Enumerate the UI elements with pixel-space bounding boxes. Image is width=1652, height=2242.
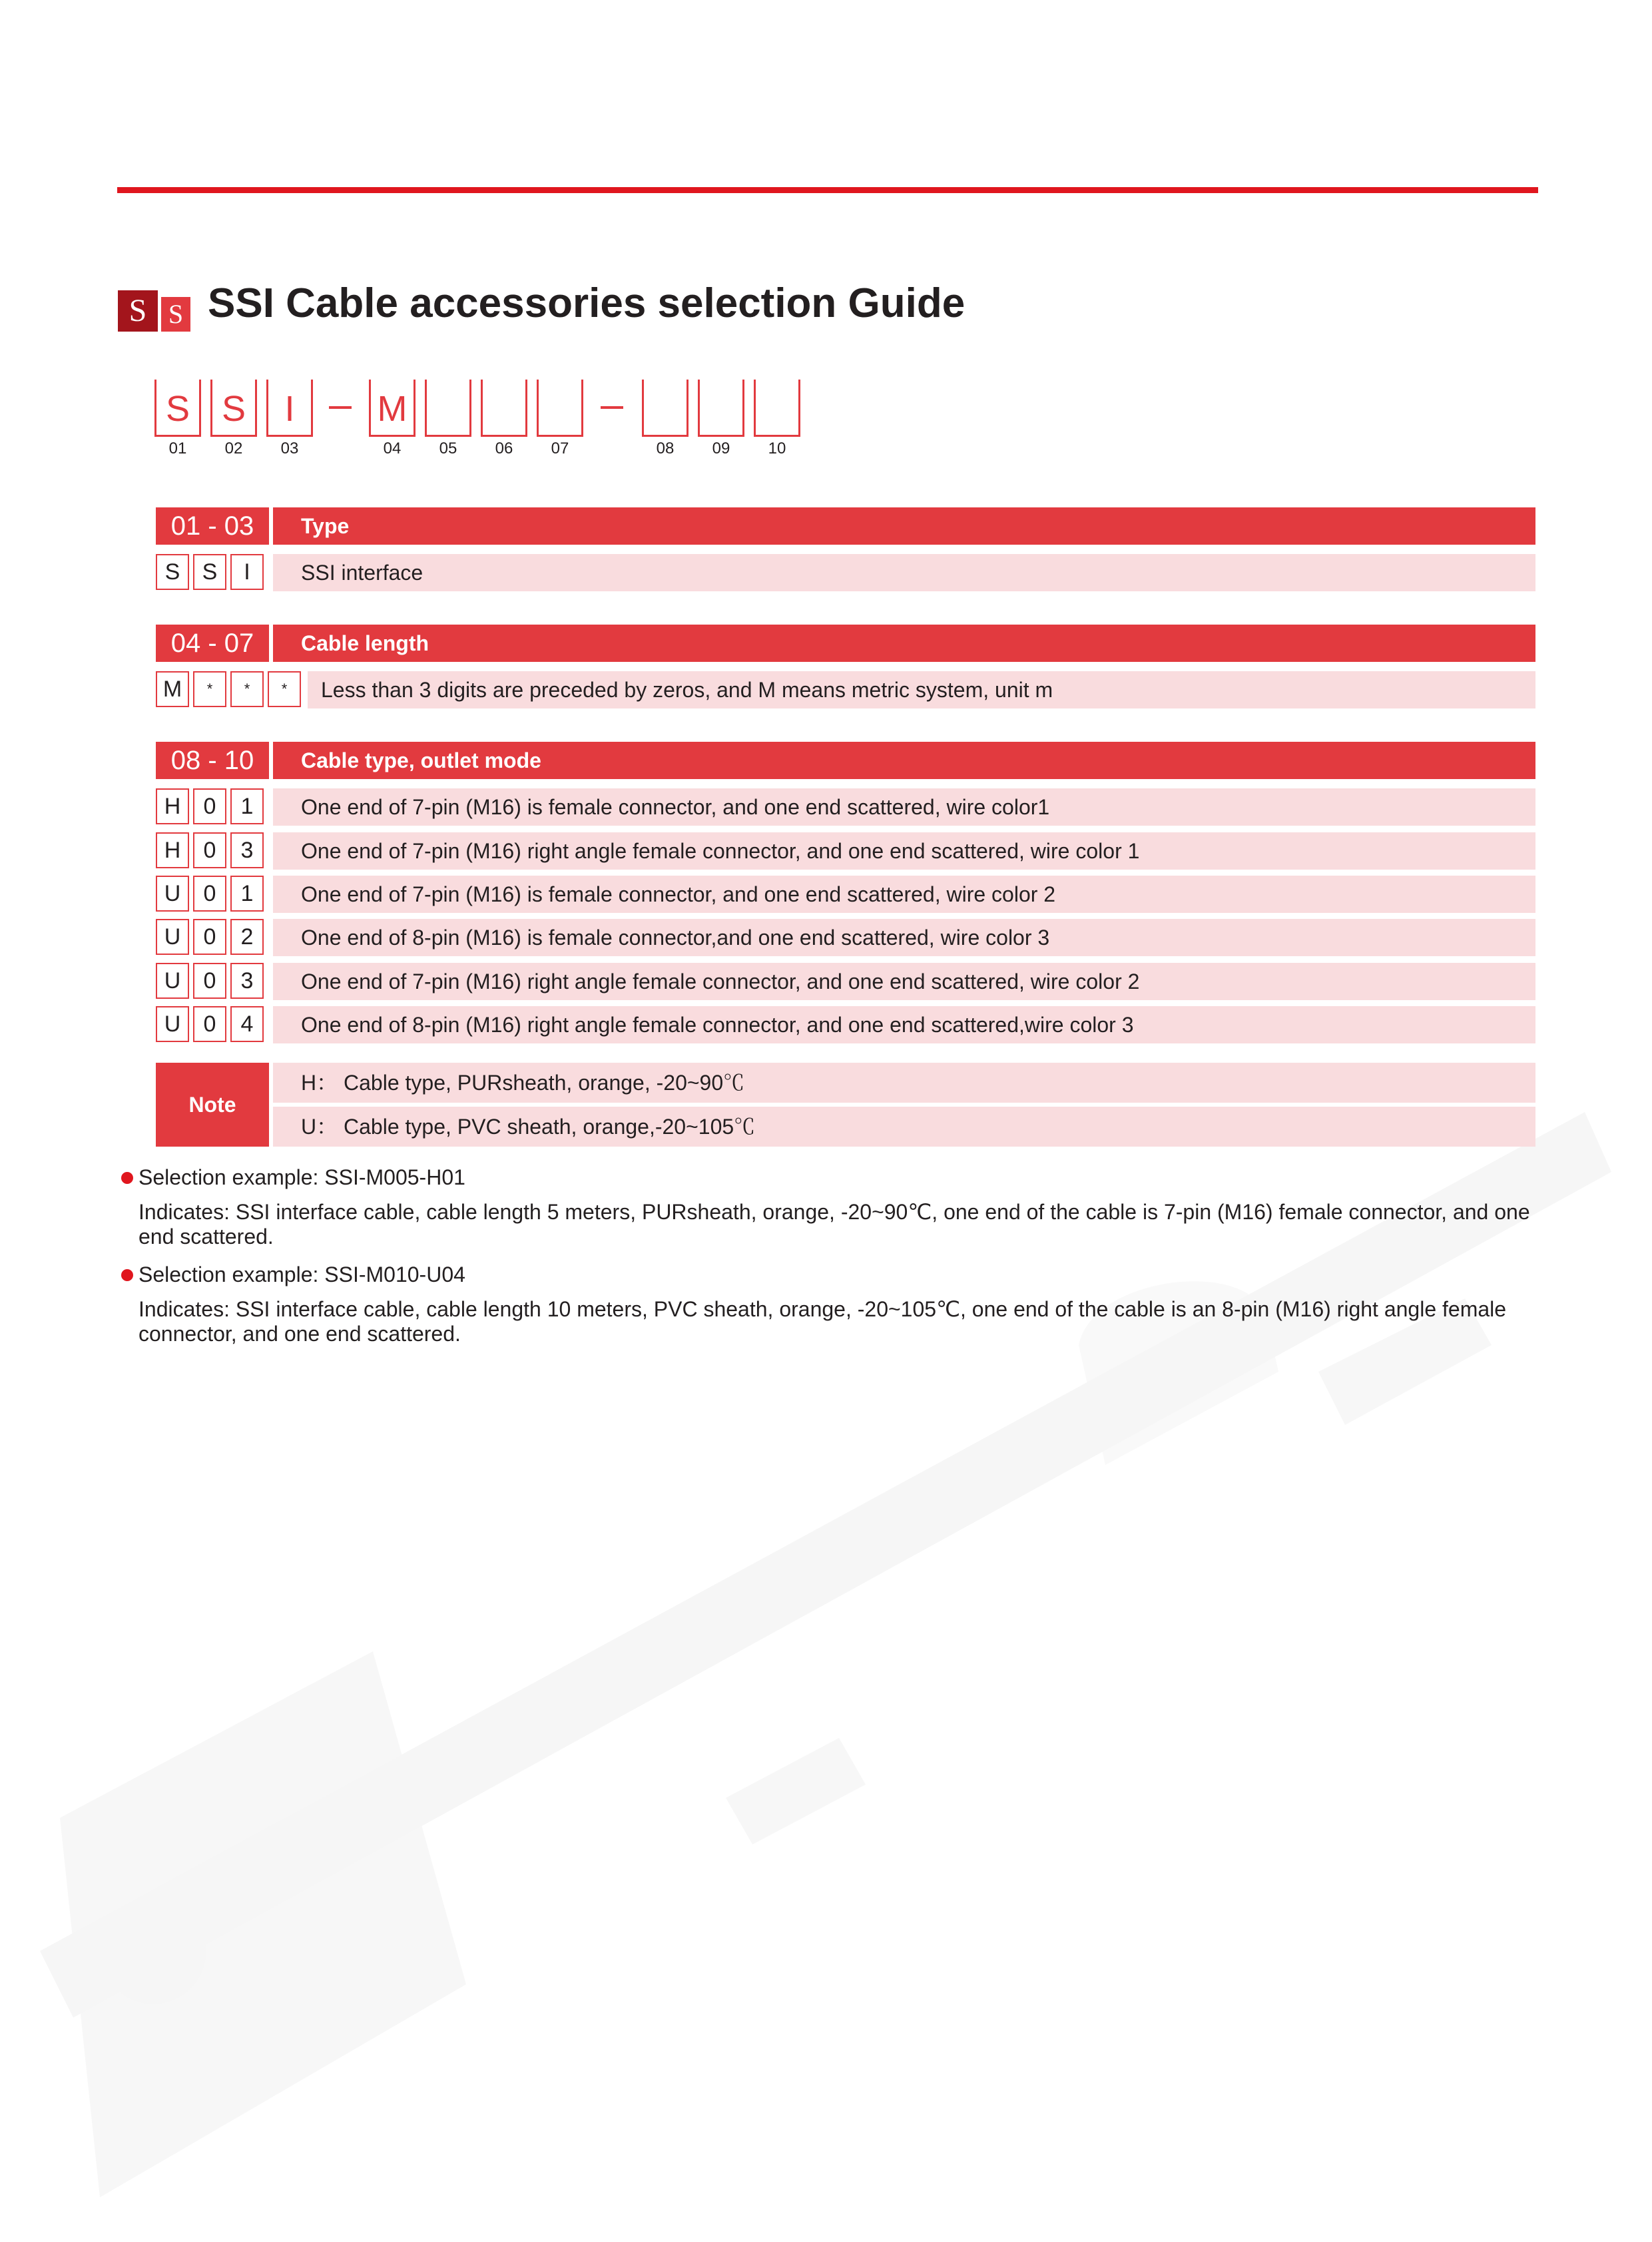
code-box: M — [156, 671, 189, 707]
code-number: 04 — [383, 439, 402, 457]
code-number: 05 — [439, 439, 457, 457]
code-number: 08 — [656, 439, 675, 457]
code-cell-03: I — [266, 380, 313, 437]
code-number: 09 — [712, 439, 730, 457]
note-band — [273, 1063, 1535, 1103]
example-title: Selection example: SSI-M005-H01 — [138, 1165, 465, 1189]
section-heading: Cable length — [301, 631, 429, 655]
note-line-u: U： Cable type, PVC sheath, orange,-20~105℃ — [301, 1115, 756, 1139]
example-text: Indicates: SSI interface cable, cable length 5 meters, PURsheath, orange, -20~90℃, one end of the cable is 7-pin (M16) female connector, and one end scattered. — [138, 1200, 1530, 1249]
code-cell-10 — [754, 380, 800, 437]
section-heading: Type — [301, 514, 350, 538]
row-band — [273, 832, 1535, 870]
code-number: 03 — [280, 439, 299, 457]
code-box: H — [156, 788, 189, 824]
row-band — [273, 1006, 1535, 1043]
code-number: 02 — [224, 439, 243, 457]
code-box: U — [156, 919, 189, 955]
code-number: 07 — [551, 439, 569, 457]
code-cell-07 — [537, 380, 583, 437]
section-range: 04 - 07 — [156, 625, 269, 662]
code-box: 0 — [193, 832, 226, 868]
code-box: 1 — [230, 788, 264, 824]
code-cell-05 — [425, 380, 471, 437]
code-box: U — [156, 876, 189, 912]
logo-letter-s: S — [161, 297, 190, 332]
row-description: One end of 7-pin (M16) is female connector, and one end scattered, wire color1 — [301, 795, 1050, 819]
code-number: 10 — [768, 439, 786, 457]
code-box: U — [156, 1006, 189, 1042]
row-band — [273, 554, 1535, 591]
code-box: U — [156, 963, 189, 999]
row-description: Less than 3 digits are preceded by zeros, and M means metric system, unit m — [321, 678, 1053, 702]
row-description: One end of 7-pin (M16) right angle female connector, and one end scattered, wire color 2 — [301, 970, 1140, 993]
code-box: S — [193, 554, 226, 590]
section-range: 01 - 03 — [156, 507, 269, 545]
page-title: SSI Cable accessories selection Guide — [208, 280, 965, 326]
code-box: S — [156, 554, 189, 590]
example-text: Indicates: SSI interface cable, cable length 10 meters, PVC sheath, orange, -20~105℃, one end of the cable is an 8-pin (M16) right angle female connector, and one end scattered. — [138, 1297, 1507, 1346]
code-box: 0 — [193, 963, 226, 999]
code-box: * — [230, 671, 264, 707]
code-box: 0 — [193, 788, 226, 824]
row-band — [273, 963, 1535, 1000]
bullet-icon — [121, 1172, 133, 1184]
code-cell-06 — [481, 380, 527, 437]
code-box: 3 — [230, 963, 264, 999]
code-box: H — [156, 832, 189, 868]
row-description: SSI interface — [301, 561, 423, 585]
code-cell-04: M — [369, 380, 415, 437]
code-box: * — [193, 671, 226, 707]
section-heading: Cable type, outlet mode — [301, 748, 541, 772]
row-description: One end of 7-pin (M16) is female connector, and one end scattered, wire color 2 — [301, 882, 1056, 906]
row-band — [273, 876, 1535, 913]
code-cell-08 — [642, 380, 688, 437]
row-band — [273, 788, 1535, 826]
note-line-h: H： Cable type, PURsheath, orange, -20~90℃ — [301, 1071, 745, 1095]
code-box: 3 — [230, 832, 264, 868]
code-cell-01: S — [154, 380, 201, 437]
note-label: Note — [156, 1063, 269, 1147]
section-header-bar — [273, 742, 1535, 779]
code-box: 1 — [230, 876, 264, 912]
row-description: One end of 8-pin (M16) right angle female connector, and one end scattered,wire color 3 — [301, 1013, 1134, 1037]
code-cell-09 — [698, 380, 744, 437]
code-box: 4 — [230, 1006, 264, 1042]
code-box: 0 — [193, 1006, 226, 1042]
code-number: 01 — [168, 439, 187, 457]
top-rule — [117, 187, 1538, 193]
code-box: I — [230, 554, 264, 590]
logo-letter-s: S — [118, 290, 158, 332]
row-band — [273, 919, 1535, 956]
section-range: 08 - 10 — [156, 742, 269, 779]
section-header-bar — [273, 507, 1535, 545]
code-number: 06 — [495, 439, 513, 457]
code-separator — [601, 406, 623, 409]
row-band — [308, 671, 1535, 708]
row-description: One end of 8-pin (M16) is female connector,and one end scattered, wire color 3 — [301, 926, 1050, 950]
note-band — [273, 1107, 1535, 1147]
code-box: 2 — [230, 919, 264, 955]
section-header-bar — [273, 625, 1535, 662]
code-box: 0 — [193, 876, 226, 912]
example-title: Selection example: SSI-M010-U04 — [138, 1262, 465, 1286]
bullet-icon — [121, 1269, 133, 1281]
code-cell-02: S — [210, 380, 257, 437]
code-separator — [329, 406, 352, 409]
row-description: One end of 7-pin (M16) right angle female connector, and one end scattered, wire color 1 — [301, 839, 1140, 863]
code-box: 0 — [193, 919, 226, 955]
code-box: * — [268, 671, 301, 707]
